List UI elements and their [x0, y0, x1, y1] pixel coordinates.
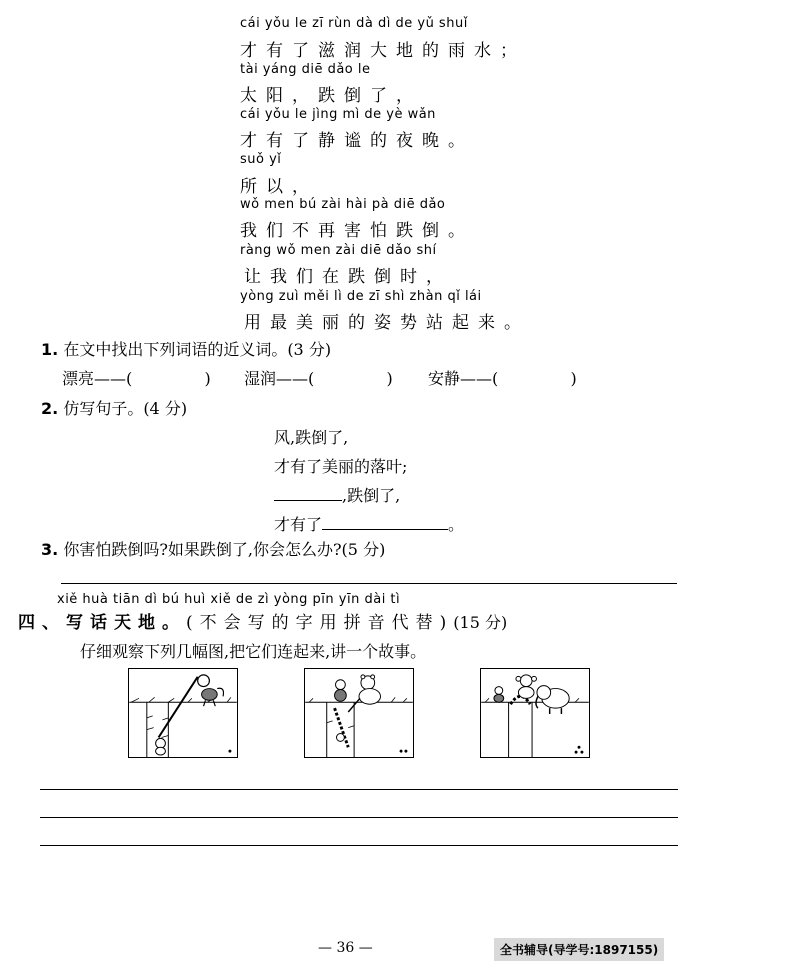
- q1-item-1: [62, 366, 211, 389]
- q2-line-3-suffix: ,跌倒了,: [342, 486, 401, 505]
- q1-item-2-close: ): [386, 369, 393, 388]
- q3-answer-line[interactable]: [61, 583, 677, 584]
- q1-item-3-word: 安静——(: [428, 369, 499, 388]
- picture-1: [128, 668, 238, 758]
- q2-line-1: 风,跌倒了,: [274, 428, 349, 447]
- question-2: [41, 396, 187, 419]
- poem-pinyin-1: cái yǒu le zī rùn dà dì de yǔ shuǐ: [240, 16, 468, 31]
- section-4-pinyin: xiě huà tiān dì bú huì xiě de zì yòng pīn yīn dài tì: [57, 592, 401, 607]
- q1-item-1-close: ): [204, 369, 211, 388]
- q2-line-3: [274, 483, 400, 506]
- picture-3: [480, 668, 590, 758]
- question-1-text: 在文中找出下列词语的近义词。(3 分): [63, 340, 332, 359]
- poem-pinyin-6: ràng wǒ men zài diē dǎo shí: [240, 243, 437, 258]
- guide-badge: 全书辅导(导学号:1897155): [494, 938, 664, 961]
- question-3-text: 你害怕跌倒吗?如果跌倒了,你会怎么办?(5 分): [63, 540, 386, 559]
- q1-item-3: [428, 366, 577, 389]
- q1-item-3-close: ): [570, 369, 577, 388]
- poem-pinyin-2: tài yáng diē dǎo le: [240, 62, 371, 77]
- poem-line-4: 所以，: [240, 177, 318, 197]
- picture-2-illustration: [305, 669, 413, 757]
- question-1-number: 1.: [41, 340, 59, 359]
- poem-pinyin-3: cái yǒu le jìng mì de yè wǎn: [240, 107, 436, 122]
- writing-line-1[interactable]: [40, 789, 678, 790]
- question-3-number: 3.: [41, 540, 59, 559]
- q2-blank-2[interactable]: [322, 515, 448, 530]
- q2-blank-1[interactable]: [274, 486, 342, 501]
- picture-3-illustration: [481, 669, 589, 757]
- page-number: — 36 —: [318, 940, 373, 956]
- q1-item-1-word: 漂亮——(: [62, 369, 133, 388]
- question-2-number: 2.: [41, 399, 59, 418]
- question-1: [41, 337, 331, 360]
- q2-line-4-prefix: 才有了: [274, 515, 323, 534]
- section-4-heading: [18, 608, 507, 633]
- poem-line-6: 让我们在跌倒时，: [244, 267, 452, 287]
- writing-line-2[interactable]: [40, 817, 678, 818]
- section-4-title: 四、写话天地。: [18, 613, 186, 633]
- q1-item-2: [244, 366, 393, 389]
- poem-line-5: 我们不再害怕跌倒。: [240, 221, 474, 241]
- question-3: [41, 537, 385, 560]
- picture-2: [304, 668, 414, 758]
- q2-line-2: 才有了美丽的落叶;: [274, 457, 408, 476]
- poem-pinyin-7: yòng zuì měi lì de zī shì zhàn qǐ lái: [240, 289, 482, 304]
- q2-line-4-suffix: 。: [448, 515, 465, 534]
- poem-pinyin-5: wǒ men bú zài hài pà diē dǎo: [240, 197, 446, 212]
- poem-pinyin-4: suǒ yǐ: [240, 152, 282, 167]
- poem-line-7: 用最美丽的姿势站起来。: [244, 313, 530, 333]
- section-4-note: (不会写的字用拼音代替): [186, 613, 454, 633]
- question-2-text: 仿写句子。(4 分): [63, 399, 188, 418]
- poem-line-1: 才有了滋润大地的雨水；: [240, 41, 526, 61]
- section-4-instruction: 仔细观察下列几幅图,把它们连起来,讲一个故事。: [80, 642, 427, 661]
- section-4-score: (15 分): [453, 613, 508, 632]
- picture-1-illustration: [129, 669, 237, 757]
- q1-item-2-word: 湿润——(: [244, 369, 315, 388]
- q2-line-4: [274, 512, 464, 535]
- writing-line-3[interactable]: [40, 845, 678, 846]
- poem-line-2: 太阳，跌倒了，: [240, 86, 422, 106]
- poem-line-3: 才有了静谧的夜晚。: [240, 131, 474, 151]
